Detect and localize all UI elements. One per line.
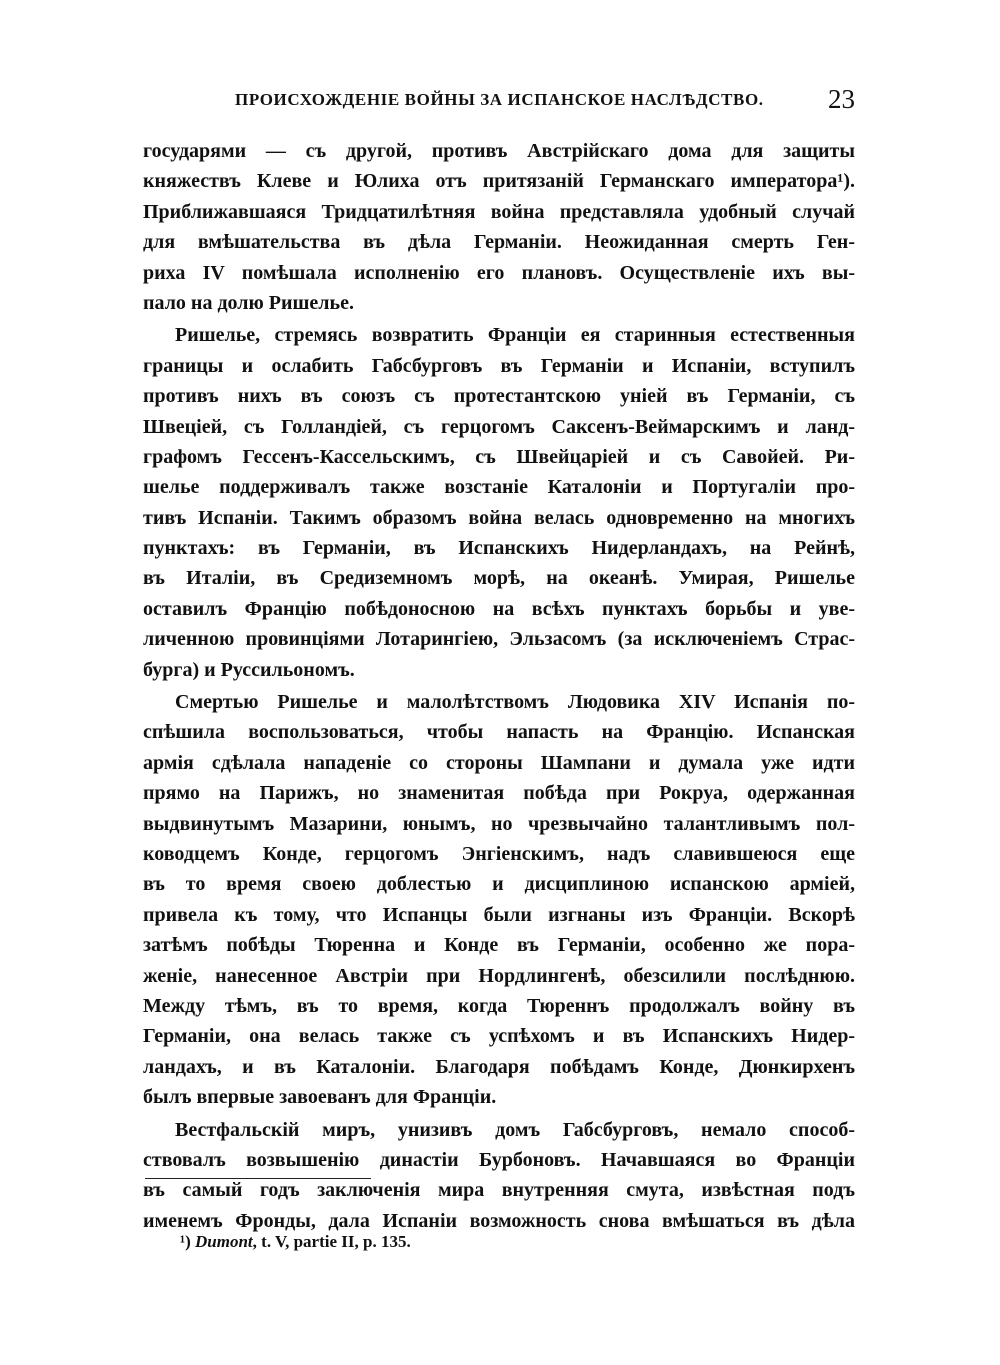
text-line: границы и ослабить Габсбурговъ въ Германіи и Испаніи, вступилъ bbox=[143, 354, 855, 377]
text-line: личенною провинціями Лотарингіею, Эльзасомъ (за исключеніемъ Страс- bbox=[143, 628, 855, 651]
text-line: противъ нихъ въ союзъ съ протестантскою уніей въ Германіи, съ bbox=[143, 385, 855, 408]
text-line: княжествъ Клеве и Юлиха отъ притязаній Германскаго императора¹). bbox=[143, 170, 855, 193]
running-head bbox=[143, 84, 855, 118]
text-line: ствовалъ возвышенію династіи Бурбоновъ. Начавшаяся во Франціи bbox=[143, 1148, 855, 1171]
paragraph bbox=[143, 136, 855, 318]
text-line: въ самый годъ заключенія мира внутренняя смута, извѣстная подъ bbox=[143, 1179, 855, 1202]
page-number: 23 bbox=[828, 84, 855, 114]
text-line: пунктахъ: въ Германіи, въ Испанскихъ Нидерландахъ, на Рейнѣ, bbox=[143, 537, 855, 560]
running-title: ПРОИСХОЖДЕНІЕ ВОЙНЫ ЗА ИСПАНСКОЕ НАСЛѢДСТВО. bbox=[235, 90, 764, 109]
text-line: государями — съ другой, противъ Австрійскаго дома для защиты bbox=[143, 140, 855, 162]
footnote-citation: , t. V, partie II, p. 135. bbox=[252, 1232, 411, 1251]
text-line: Швеціей, съ Голландіей, съ герцогомъ Саксенъ-Веймарскимъ и ланд- bbox=[143, 415, 855, 438]
text-line: спѣшила воспользоваться, чтобы напасть на Францію. Испанская bbox=[143, 721, 855, 744]
text-line: тивъ Испаніи. Такимъ образомъ война велась одновременно на многихъ bbox=[143, 506, 855, 529]
text-line: Ришелье, стремясь возвратить Франціи ея старинныя естественныя bbox=[175, 324, 855, 347]
footnote-author: Dumont bbox=[195, 1232, 253, 1251]
text-line: затѣмъ побѣды Тюренна и Конде въ Германіи, особенно же пора- bbox=[143, 934, 855, 957]
text-line: бурга) и Руссильономъ. bbox=[143, 658, 355, 681]
paragraph bbox=[143, 687, 855, 1112]
footnote-marker: ¹) bbox=[180, 1232, 191, 1251]
text-line: Вестфальскій миръ, унизивъ домъ Габсбурговъ, немало способ- bbox=[175, 1118, 855, 1141]
text-line: былъ впервые завоеванъ для Франціи. bbox=[143, 1086, 497, 1109]
text-line: въ то время своею доблестью и дисциплиною испанскою арміей, bbox=[143, 873, 855, 896]
text-line: ководцемъ Конде, герцогомъ Энгіенскимъ, надъ славившеюся еще bbox=[143, 842, 855, 865]
footnote-divider bbox=[145, 1178, 371, 1179]
text-line: Смертью Ришелье и малолѣтствомъ Людовика XIV Испанія по- bbox=[175, 691, 855, 714]
text-line: Приближавшаяся Тридцатилѣтняя война представляла удобный случай bbox=[143, 200, 855, 223]
text-line: выдвинутымъ Мазарини, юнымъ, но чрезвычайно талантливымъ пол- bbox=[143, 812, 855, 835]
text-line: армія сдѣлала нападеніе со стороны Шампани и думала уже идти bbox=[143, 751, 855, 774]
body-text bbox=[143, 136, 855, 1236]
paragraph bbox=[143, 320, 855, 685]
text-line: шелье поддерживалъ также возстаніе Каталоніи и Португаліи про- bbox=[143, 476, 855, 499]
text-line: риха IV помѣшала исполненію его плановъ. Осуществленіе ихъ вы- bbox=[143, 261, 855, 284]
text-line: привела къ тому, что Испанцы были изгнаны изъ Франціи. Вскорѣ bbox=[143, 903, 855, 926]
text-line: пало на долю Ришелье. bbox=[143, 291, 354, 314]
footnote bbox=[180, 1232, 411, 1252]
text-line: для вмѣшательства въ дѣла Германіи. Неожиданная смерть Ген- bbox=[143, 231, 855, 254]
text-line: оставилъ Францію побѣдоносною на всѣхъ пунктахъ борьбы и уве- bbox=[143, 597, 855, 620]
text-line: Германіи, она велась также съ успѣхомъ и въ Испанскихъ Нидер- bbox=[143, 1025, 855, 1048]
text-line: Между тѣмъ, въ то время, когда Тюреннъ продолжалъ войну въ bbox=[143, 994, 855, 1017]
text-line: женіе, нанесенное Австріи при Нордлингенѣ, обезсилили послѣднюю. bbox=[143, 964, 855, 987]
text-line: ландахъ, и въ Каталоніи. Благодаря побѣдамъ Конде, Дюнкирхенъ bbox=[143, 1055, 855, 1078]
text-line: прямо на Парижъ, но знаменитая побѣда при Рокруа, одержанная bbox=[143, 782, 855, 805]
text-line: графомъ Гессенъ-Кассельскимъ, съ Швейцаріей и съ Савойей. Ри- bbox=[143, 445, 855, 468]
text-line: именемъ Фронды, дала Испаніи возможность снова вмѣшаться въ дѣла bbox=[143, 1209, 855, 1232]
text-line: въ Италіи, въ Средиземномъ морѣ, на океанѣ. Умирая, Ришелье bbox=[143, 567, 855, 590]
paragraph bbox=[143, 1115, 855, 1237]
